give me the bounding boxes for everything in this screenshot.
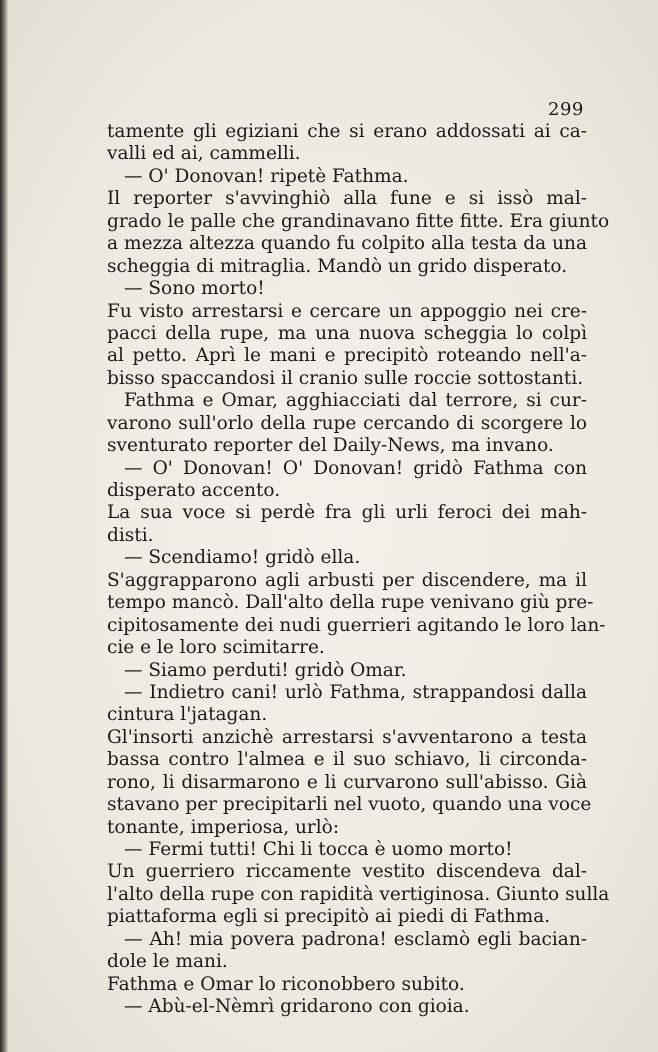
- text-line: — Scendiamo! gridò ella.: [124, 547, 361, 569]
- text-line: sventurato reporter del Daily-News, ma invano.: [107, 435, 554, 457]
- text-line: disperato accento.: [107, 480, 281, 501]
- text-line: disti.: [107, 524, 154, 546]
- text-line: Fathma e Omar, agghiacciati dal terrore, si cur-: [124, 390, 587, 412]
- text-line: al petto. Aprì le mani e precipitò roteando nell'a-: [107, 345, 587, 367]
- text-line: a mezza altezza quando fu colpito alla testa da una: [107, 233, 587, 255]
- text-line: Gl'insorti anzichè arrestarsi s'avventarono a testa: [107, 726, 587, 748]
- text-line: tempo mancò. Dall'alto della rupe venivano giù pre-: [107, 592, 594, 614]
- page-number: 299: [548, 99, 584, 120]
- text-line: varono sull'orlo della rupe cercando di scorgere lo: [107, 412, 587, 434]
- text-line: l'alto della rupe con rapidità vertiginosa. Giunto sulla: [107, 883, 610, 905]
- text-line: tamente gli egiziani che si erano addossati ai ca-: [107, 121, 587, 142]
- text-line: — Siamo perduti! gridò Omar.: [124, 659, 407, 681]
- text-line: — Indietro cani! urlò Fathma, strappandosi dalla: [124, 681, 587, 703]
- text-line: pacci della rupe, ma una nuova scheggia lo colpì: [107, 322, 587, 344]
- text-line: Fathma e Omar lo riconobbero subito.: [107, 973, 465, 995]
- text-line: rono, li disarmarono e li curvarono sull'abisso. Già: [107, 771, 587, 793]
- text-line: bassa contro l'almea e il suo schiavo, li circonda-: [107, 749, 587, 771]
- text-line: tonante, imperiosa, urlò:: [107, 816, 340, 838]
- text-line: Il reporter s'avvinghiò alla fune e si issò mal-: [107, 188, 587, 210]
- text-line: La sua voce si perdè fra gli urli feroci dei mah-: [107, 502, 587, 524]
- text-line: stavano per precipitarli nel vuoto, quando una voce: [107, 794, 592, 816]
- text-line: — O' Donovan! ripetè Fathma.: [124, 165, 409, 187]
- text-line: — O' Donovan! O' Donovan! gridò Fathma con: [124, 457, 587, 479]
- text-line: Fu visto arrestarsi e cercare un appoggio nei cre-: [107, 300, 587, 322]
- text-line: grado le palle che grandinavano fitte fitte. Era giunto: [107, 210, 610, 232]
- text-line: piattaforma egli si precipitò ai piedi di Fathma.: [107, 906, 551, 928]
- text-line: valli ed ai, cammelli.: [107, 143, 301, 165]
- text-line: — Ah! mia povera padrona! esclamò egli bacian-: [124, 928, 587, 950]
- text-line: — Fermi tutti! Chi li tocca è uomo morto!: [124, 839, 513, 860]
- text-line: cintura l'jatagan.: [107, 704, 268, 726]
- text-line: Un guerriero riccamente vestito discendeva dal-: [107, 861, 587, 883]
- text-line: S'aggrapparono agli arbusti per discendere, ma il: [107, 569, 587, 591]
- text-line: dole le mani.: [107, 951, 228, 973]
- book-spine-edge: [0, 0, 8, 1052]
- text-line: — Abù-el-Nèmrì gridarono con gioia.: [124, 996, 470, 1018]
- body-text: [107, 121, 610, 1019]
- text-line: cie e le loro scimitarre.: [107, 637, 325, 659]
- text-line: — Sono morto!: [124, 278, 265, 300]
- text-line: bisso spaccandosi il cranio sulle roccie sottostanti.: [107, 367, 584, 389]
- text-line: scheggia di mitraglia. Mandò un grido disperato.: [107, 255, 568, 277]
- text-line: cipitosamente dei nudi guerrieri agitando le loro lan-: [107, 614, 606, 636]
